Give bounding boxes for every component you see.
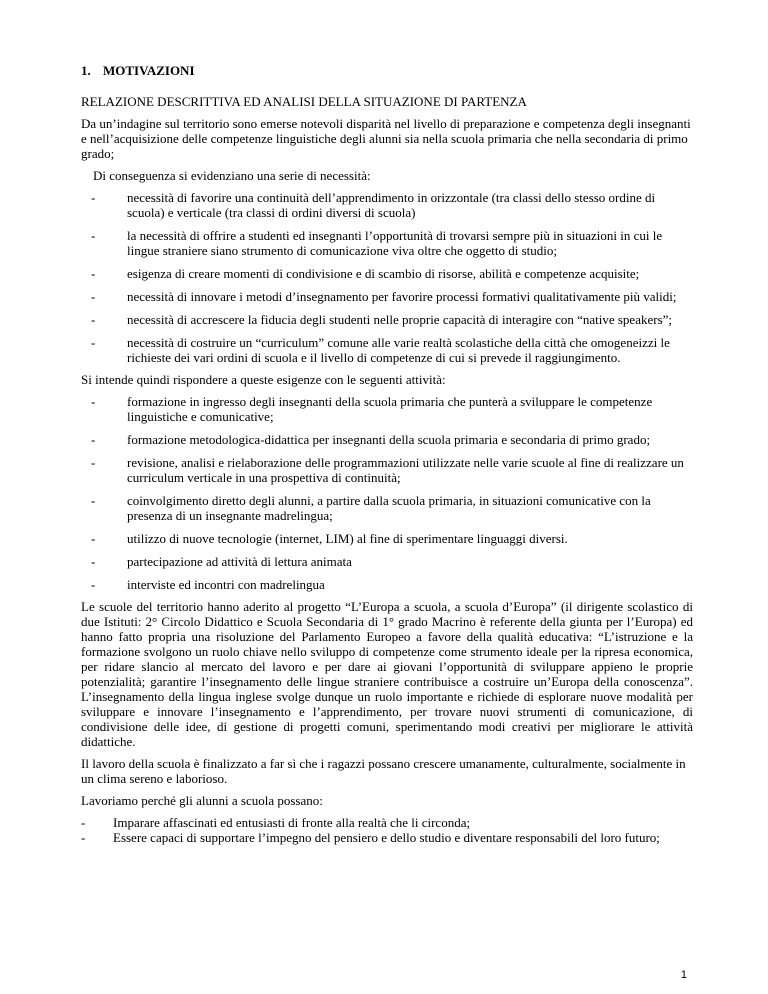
project-paragraph: Le scuole del territorio hanno aderito al progetto “L’Europa a scuola, a scuola d’Europa” (il dirigente scolastico di due Istituti: 2° Circolo Didattico e Scuola Secondaria di 1° grado Macrino è referente della giunta per l’Europa) ed hanno fatto propria una risoluzione del Parlamento Europeo a favore della qualità educativa: “L’istruzione e la formazione svolgono un ruolo chiave nello sviluppo di competenze come strumento ideale per la ripresa economica, per ridare slancio al mercato del lavoro e per dare ai giovani l’opportunità di sviluppare appieno le proprie potenzialità; garantire l’insegnamento delle lingue straniere contribuisce a costruire un’Europa della conoscenza”. L’insegnamento della lingua inglese svolge dunque un ruolo importante e richiede di esplorare nuove modalità per sviluppare e innovare l’insegnamento e l’apprendimento, per trovare nuovi strumenti di comunicazione, di condivisione delle idee, di gestione di progetti comuni, sperimentando modi creativi per migliorare le attività didattiche. xyxy=(81,599,693,749)
dash-bullet: - xyxy=(91,266,96,281)
dash-bullet: - xyxy=(91,577,96,592)
dash-bullet: - xyxy=(81,830,86,845)
list-item: - interviste ed incontri con madrelingua xyxy=(91,577,325,592)
list-item: - coinvolgimento diretto degli alunni, a partire dalla scuola primaria, in situazioni comunicative con la presenza di un insegnante madrelingua; xyxy=(91,493,651,523)
section-title: MOTIVAZIONI xyxy=(103,63,195,78)
goals-intro: Lavoriamo perché gli alunni a scuola possano: xyxy=(81,793,323,808)
dash-bullet: - xyxy=(91,493,96,508)
subsection-title: RELAZIONE DESCRITTIVA ED ANALISI DELLA SITUAZIONE DI PARTENZA xyxy=(81,94,527,109)
dash-bullet: - xyxy=(91,335,96,350)
activities-intro: Si intende quindi rispondere a queste esigenze con le seguenti attività: xyxy=(81,372,446,387)
dash-bullet: - xyxy=(91,554,96,569)
intro-paragraph: Da un’indagine sul territorio sono emerse notevoli disparità nel livello di preparazione e competenza degli insegnanti e nell’acquisizione delle competenze linguistiche degli alunni sia nella scuola primaria che nella secondaria di primo grado; xyxy=(81,116,691,161)
list-item: - formazione metodologica-didattica per insegnanti della scuola primaria e secondaria di primo grado; xyxy=(91,432,651,447)
page-number: 1 xyxy=(680,969,687,981)
goals-list xyxy=(81,815,693,845)
list-item: - esigenza di creare momenti di condivisione e di scambio di risorse, abilità e competenze acquisite; xyxy=(91,266,640,281)
list-item: - la necessità di offrire a studenti ed insegnanti l’opportunità di trovarsi sempre più in situazioni in cui le lingue straniere siano strumento di comunicazione viva oltre che oggetto di studio; xyxy=(91,228,663,258)
page-content xyxy=(81,63,693,852)
activities-list xyxy=(81,394,693,592)
dash-bullet: - xyxy=(81,815,86,830)
dash-bullet: - xyxy=(91,394,96,409)
list-item: - partecipazione ad attività di lettura animata xyxy=(91,554,352,569)
list-item: - formazione in ingresso degli insegnanti della scuola primaria che punterà a sviluppare le competenze linguistiche e comunicative; xyxy=(91,394,653,424)
dash-bullet: - xyxy=(91,531,96,546)
school-paragraph: Il lavoro della scuola è finalizzato a far sì che i ragazzi possano crescere umanamente, culturalmente, socialmente in un clima sereno e laborioso. xyxy=(81,756,686,786)
needs-intro: Di conseguenza si evidenziano una serie di necessità: xyxy=(93,168,371,183)
list-item: - revisione, analisi e rielaborazione delle programmazioni utilizzate nelle varie scuole al fine di realizzare un curriculum verticale in una prospettiva di continuità; xyxy=(91,455,684,485)
dash-bullet: - xyxy=(91,228,96,243)
dash-bullet: - xyxy=(91,432,96,447)
list-item: - necessità di costruire un “curriculum” comune alle varie realtà scolastiche della città che omogeneizzi le richieste dei vari ordini di scuola e il livello di competenze di cui si prevede il raggiungimento. xyxy=(91,335,670,365)
list-item: - utilizzo di nuove tecnologie (internet, LIM) al fine di sperimentare linguaggi diversi. xyxy=(91,531,568,546)
list-item: - Essere capaci di supportare l’impegno del pensiero e dello studio e diventare responsabili del loro futuro; xyxy=(81,830,660,845)
dash-bullet: - xyxy=(91,455,96,470)
dash-bullet: - xyxy=(91,312,96,327)
needs-list xyxy=(81,190,693,365)
section-heading xyxy=(81,63,693,78)
list-item: - necessità di innovare i metodi d’insegnamento per favorire processi formativi qualitativamente più validi; xyxy=(91,289,677,304)
dash-bullet: - xyxy=(91,289,96,304)
section-number: 1. xyxy=(81,63,91,78)
list-item: - necessità di accrescere la fiducia degli studenti nelle proprie capacità di interagire con “native speakers”; xyxy=(91,312,673,327)
list-item: - Imparare affascinati ed entusiasti di fronte alla realtà che li circonda; xyxy=(81,815,471,830)
list-item: - necessità di favorire una continuità dell’apprendimento in orizzontale (tra classi dello stesso ordine di scuola) e verticale (tra classi di ordini diversi di scuola) xyxy=(91,190,656,220)
dash-bullet: - xyxy=(91,190,96,205)
